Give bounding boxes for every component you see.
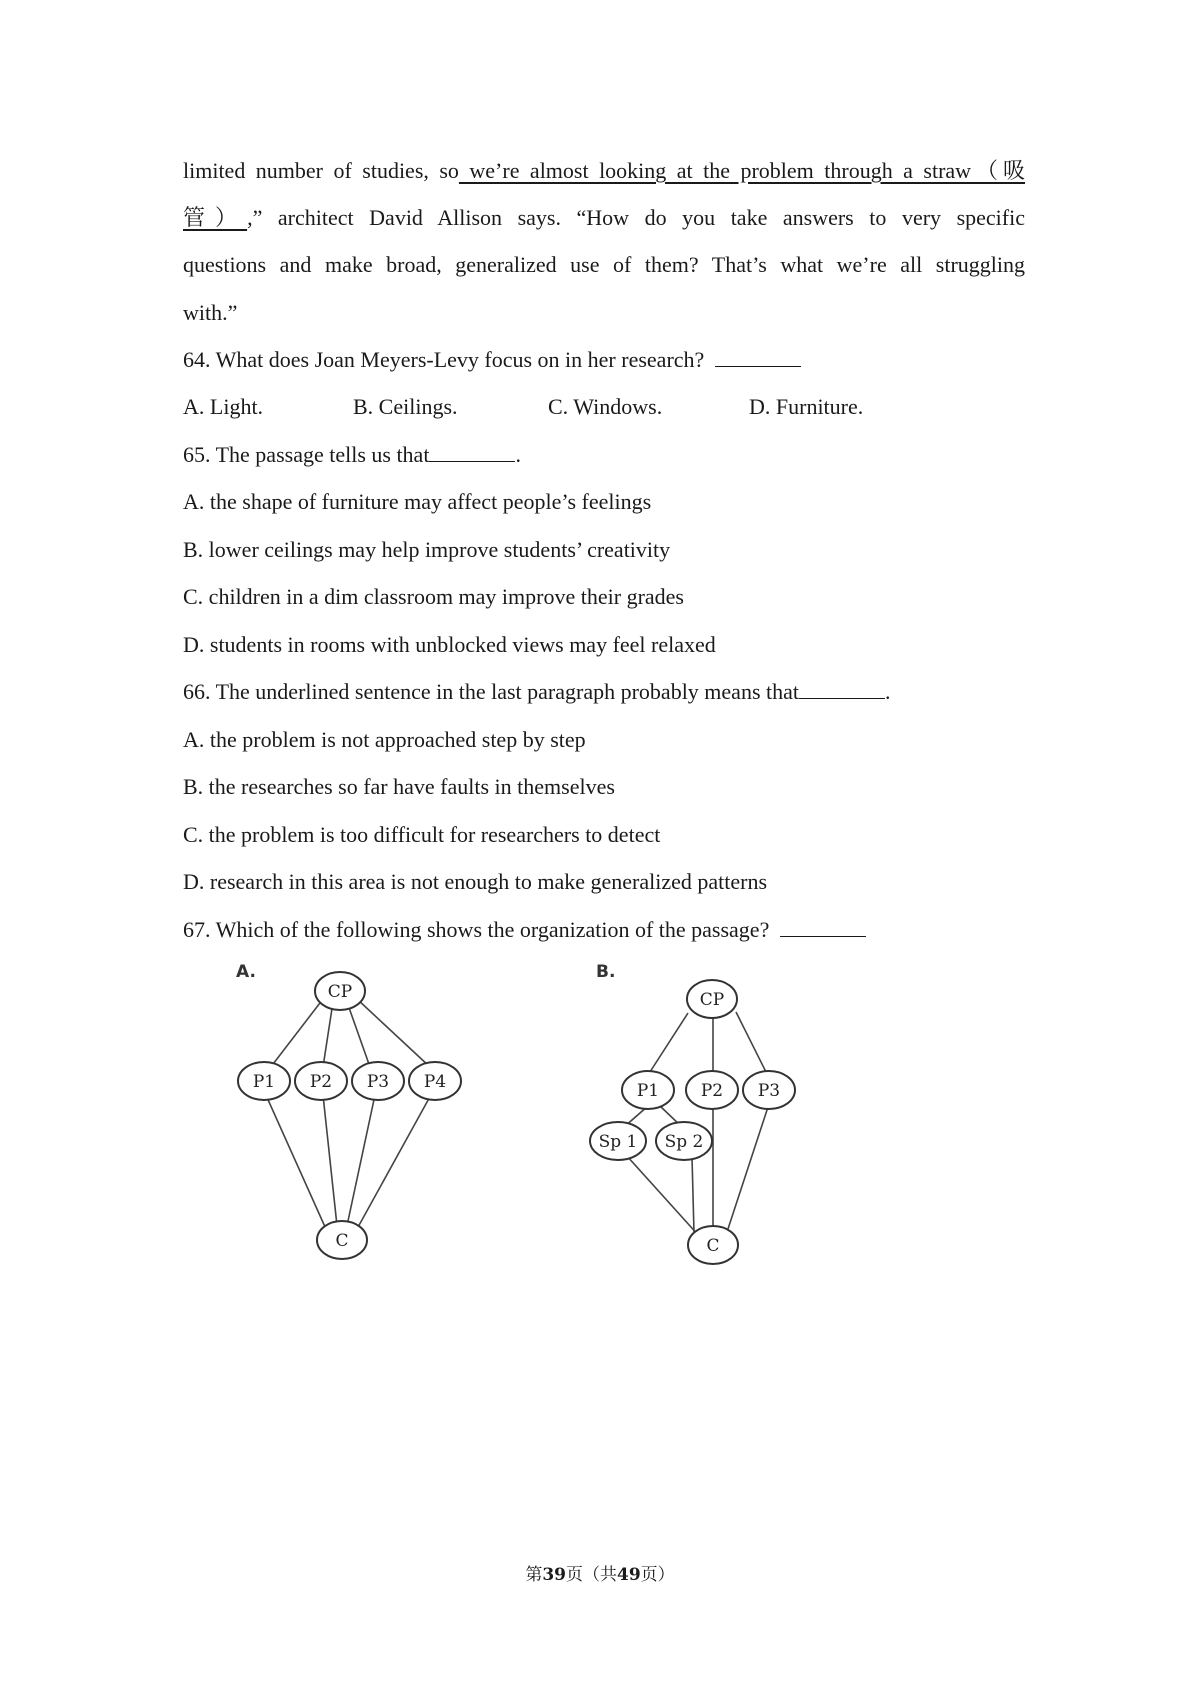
svg-text:Sp 2: Sp 2 [664,1132,704,1152]
option-c: C. children in a dim classroom may improve their grades [183,584,684,609]
option-b: B. Ceilings. [353,394,458,419]
diagram-a [230,955,470,1280]
node-p2 [686,1071,738,1109]
question-66-stem: 66. The underlined sentence in the last paragraph probably means that . [183,679,891,704]
node-cp [687,980,737,1018]
node-sp1 [590,1122,646,1160]
underlined-sentence-end: 管） [183,205,248,230]
question-65-stem: 65. The passage tells us that . [183,442,521,467]
svg-text:P2: P2 [309,1072,333,1092]
question-64-options [183,392,1025,422]
option-b: B. lower ceilings may help improve students’ creativity [183,537,671,562]
diagram-b [588,955,808,1280]
question-64-stem: 64. What does Joan Meyers-Levy focus on in her research? [183,345,1025,375]
option-c: C. the problem is too difficult for researchers to detect [183,822,661,847]
passage-line-3 [183,250,1025,280]
node-sp2 [656,1122,712,1160]
svg-text:P4: P4 [423,1072,447,1092]
passage-text: ,” architect David Allison says. “How do you take answers to very specific [247,205,1025,230]
underlined-sentence: we’re almost looking at the problem through a straw（吸 [458,158,1025,183]
diagram-a-label: A. [236,962,256,982]
node-p3 [352,1062,404,1100]
passage-text: limited number of studies, so [183,158,459,183]
page-number: 39 [542,1565,566,1585]
answer-blank [780,918,866,937]
node-c [317,1221,367,1259]
answer-blank [715,348,801,367]
page-footer: 第39页（共49页） [525,1565,675,1585]
option-d: D. students in rooms with unblocked views may feel relaxed [183,632,716,657]
question-67-stem: 67. Which of the following shows the organization of the passage? [183,915,1025,945]
svg-text:C: C [706,1236,720,1256]
option-a: A. the problem is not approached step by step [183,727,586,752]
diagram-b-label: B. [596,962,616,982]
option-d: D. Furniture. [749,394,864,419]
option-d: D. research in this area is not enough to make generalized patterns [183,869,767,894]
node-cp [315,972,365,1010]
node-c [688,1226,738,1264]
passage-line-2 [183,203,1025,233]
svg-text:P1: P1 [252,1072,276,1092]
passage-line-1 [183,156,1025,186]
node-p2 [295,1062,347,1100]
svg-text:C: C [335,1231,349,1251]
passage-text: questions and make broad, generalized use of them? That’s what we’re all struggling [183,252,1025,277]
node-p3 [743,1071,795,1109]
option-c: C. Windows. [548,394,663,419]
node-p1 [238,1062,290,1100]
option-a: A. the shape of furniture may affect people’s feelings [183,489,652,514]
svg-text:P2: P2 [700,1081,724,1101]
svg-text:P1: P1 [636,1081,660,1101]
option-a: A. Light. [183,394,264,419]
answer-blank [799,680,885,699]
passage-text: with.” [183,300,238,325]
passage-line-4 [183,298,1025,328]
node-p1 [622,1071,674,1109]
svg-text:P3: P3 [757,1081,781,1101]
node-p4 [409,1062,461,1100]
svg-text:Sp 1: Sp 1 [598,1132,638,1152]
answer-blank [429,443,515,462]
option-b: B. the researches so far have faults in themselves [183,774,615,799]
svg-text:P3: P3 [366,1072,390,1092]
svg-text:CP: CP [327,982,353,1002]
svg-text:CP: CP [699,990,725,1010]
total-pages: 49 [617,1565,641,1585]
